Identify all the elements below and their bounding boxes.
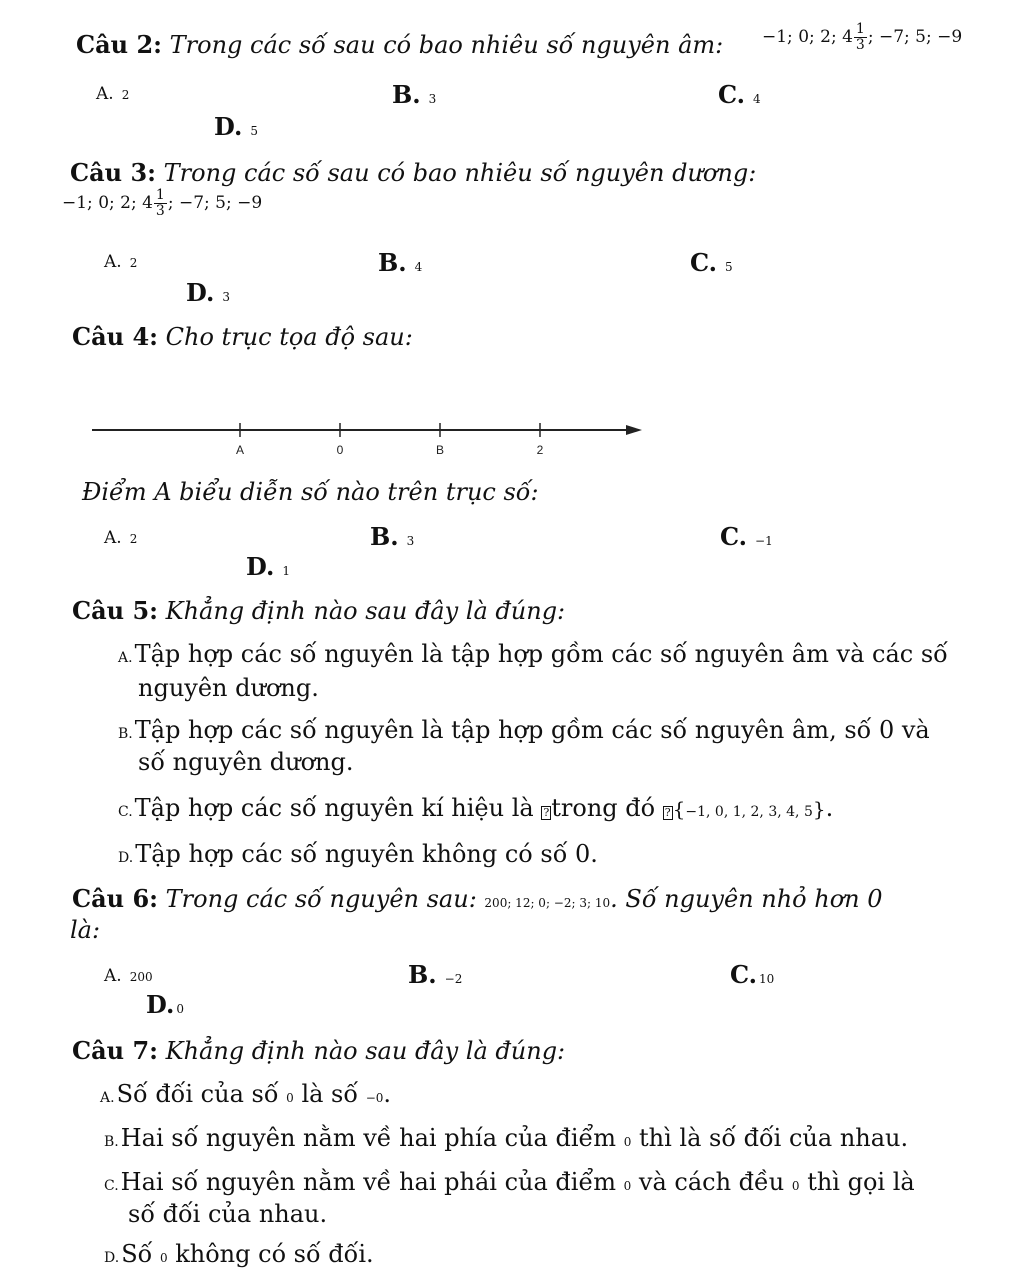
q7-title bbox=[72, 1036, 565, 1065]
option-letter: C. bbox=[118, 804, 133, 820]
q4-title bbox=[72, 322, 413, 351]
option-letter: C. bbox=[718, 80, 746, 109]
q7-c-text1: Hai số nguyên nằm về hai phái của điểm bbox=[120, 1168, 616, 1196]
option-letter: D. bbox=[146, 990, 175, 1019]
q3-option-a[interactable] bbox=[104, 252, 137, 272]
q7-a-num1: 0 bbox=[286, 1091, 294, 1105]
q6-label: Câu 6: bbox=[72, 884, 159, 913]
q7-c-num2: 0 bbox=[791, 1179, 800, 1193]
q6-text2: . Số nguyên nhỏ hơn 0 bbox=[610, 885, 883, 913]
q2-option-a[interactable] bbox=[96, 84, 129, 104]
missing-symbol-icon: ? bbox=[543, 806, 550, 819]
axis-arrow-icon bbox=[626, 425, 642, 435]
option-letter: A. bbox=[104, 966, 122, 986]
q7-option-b[interactable] bbox=[104, 1124, 908, 1152]
missing-symbol-icon: ? bbox=[664, 806, 671, 819]
option-value: 2 bbox=[129, 532, 138, 546]
q7-label: Câu 7: bbox=[72, 1036, 159, 1065]
q5-c-end: . bbox=[825, 794, 834, 822]
option-letter: B. bbox=[370, 522, 399, 551]
option-letter: B. bbox=[118, 726, 133, 742]
q7-option-c-cont bbox=[128, 1200, 327, 1228]
option-letter: C. bbox=[720, 522, 748, 551]
q7-a-num2: −0 bbox=[365, 1091, 384, 1105]
option-letter: C. bbox=[730, 960, 758, 989]
q6-text3: là: bbox=[70, 916, 101, 944]
q2-sequence bbox=[762, 22, 962, 53]
q4-label: Câu 4: bbox=[72, 322, 159, 351]
option-value: 3 bbox=[406, 534, 415, 548]
q3-option-c[interactable] bbox=[690, 248, 733, 277]
q4-option-a[interactable] bbox=[104, 528, 137, 548]
q6-option-b[interactable] bbox=[408, 960, 462, 989]
q7-a-text1: Số đối của số bbox=[116, 1080, 279, 1108]
q5-text: Khẳng định nào sau đây là đúng: bbox=[165, 597, 566, 625]
q6-text1: Trong các số nguyên sau: bbox=[165, 885, 477, 913]
option-letter: D. bbox=[214, 112, 243, 141]
q7-b-text2: thì là số đối của nhau. bbox=[638, 1124, 909, 1152]
q7-text: Khẳng định nào sau đây là đúng: bbox=[165, 1037, 566, 1065]
option-value: −1 bbox=[755, 534, 773, 548]
option-letter: B. bbox=[378, 248, 407, 277]
q7-option-c[interactable] bbox=[104, 1168, 915, 1196]
option-value: 2 bbox=[129, 256, 138, 270]
q5-a-line2: nguyên dương. bbox=[138, 674, 319, 702]
brace-close: } bbox=[812, 797, 826, 821]
q7-b-text1: Hai số nguyên nằm về hai phía của điểm bbox=[120, 1124, 617, 1152]
q5-option-b-cont bbox=[138, 748, 353, 776]
option-value: 4 bbox=[753, 92, 761, 106]
option-letter: B. bbox=[392, 80, 421, 109]
q2-frac-num: 1 bbox=[855, 21, 865, 37]
q3-fraction bbox=[154, 188, 167, 219]
q4-option-d[interactable] bbox=[246, 552, 290, 581]
q4-option-c[interactable] bbox=[720, 522, 773, 551]
q5-option-b[interactable] bbox=[118, 716, 930, 744]
number-line bbox=[86, 412, 646, 462]
q7-c-text2: và cách đều bbox=[638, 1168, 785, 1196]
q6-option-a[interactable] bbox=[104, 966, 153, 986]
option-value: 1 bbox=[282, 564, 290, 578]
q2-seq-pre: −1; 0; 2; 4 bbox=[762, 27, 853, 47]
q3-label: Câu 3: bbox=[70, 158, 157, 187]
option-value: 5 bbox=[725, 260, 733, 274]
q7-d-num: 0 bbox=[159, 1251, 168, 1265]
option-value: 3 bbox=[428, 92, 437, 106]
q5-option-a-cont bbox=[138, 674, 319, 702]
q3-option-d[interactable] bbox=[186, 278, 230, 307]
q7-c-text4: số đối của nhau. bbox=[128, 1200, 328, 1228]
q2-option-c[interactable] bbox=[718, 80, 761, 109]
q5-b-line2: số nguyên dương. bbox=[138, 748, 354, 776]
q5-c-set: −1, 0, 1, 2, 3, 4, 5 bbox=[685, 804, 813, 820]
option-value: 5 bbox=[250, 124, 258, 138]
option-value: 3 bbox=[222, 290, 230, 304]
axis-label-2: 2 bbox=[536, 443, 544, 457]
q5-label: Câu 5: bbox=[72, 596, 159, 625]
option-value: 0 bbox=[176, 1002, 184, 1016]
option-letter: D. bbox=[104, 1250, 120, 1266]
q4-option-b[interactable] bbox=[370, 522, 414, 551]
q5-b-line1: Tập hợp các số nguyên là tập hợp gồm các số nguyên âm, số 0 và bbox=[134, 716, 930, 744]
option-letter: A. bbox=[104, 528, 122, 548]
q2-fraction bbox=[854, 22, 867, 53]
option-value: 4 bbox=[414, 260, 423, 274]
q7-a-end: . bbox=[383, 1080, 392, 1108]
q5-c-text2: trong đó bbox=[551, 794, 656, 822]
option-letter: D. bbox=[186, 278, 215, 307]
option-value: −2 bbox=[444, 972, 463, 986]
q4-sub-text: Điểm A biểu diễn số nào trên trục số: bbox=[82, 478, 539, 506]
q2-title bbox=[76, 30, 723, 59]
axis-label-b: B bbox=[435, 443, 445, 457]
option-value: 2 bbox=[121, 88, 130, 102]
option-letter: C. bbox=[104, 1178, 119, 1194]
q3-seq-post: ; −7; 5; −9 bbox=[167, 193, 263, 213]
option-value: 200 bbox=[129, 970, 153, 984]
option-letter: D. bbox=[246, 552, 275, 581]
axis-label-0: 0 bbox=[336, 443, 344, 457]
option-letter: A. bbox=[104, 252, 122, 272]
q3-frac-den: 3 bbox=[155, 203, 165, 219]
option-letter: B. bbox=[408, 960, 437, 989]
q7-c-num1: 0 bbox=[623, 1179, 632, 1193]
option-letter: A. bbox=[100, 1090, 115, 1106]
option-value: 10 bbox=[759, 972, 775, 986]
q3-title bbox=[70, 158, 756, 187]
q7-d-text1: Số bbox=[121, 1240, 153, 1268]
q6-title-cont bbox=[70, 916, 100, 944]
option-letter: C. bbox=[690, 248, 718, 277]
q5-option-c[interactable] bbox=[118, 794, 833, 822]
q7-option-a[interactable] bbox=[100, 1080, 391, 1108]
q7-a-text2: là số bbox=[301, 1080, 359, 1108]
q7-b-num: 0 bbox=[623, 1135, 632, 1149]
brace-open: { bbox=[672, 797, 686, 821]
q6-option-d[interactable] bbox=[146, 990, 184, 1019]
q6-sequence: 200; 12; 0; −2; 3; 10 bbox=[484, 896, 611, 910]
q4-text: Cho trục tọa độ sau: bbox=[165, 323, 413, 351]
q5-option-d[interactable] bbox=[118, 840, 598, 868]
option-letter: D. bbox=[118, 850, 134, 866]
q7-option-d[interactable] bbox=[104, 1240, 374, 1268]
q2-option-d[interactable] bbox=[214, 112, 258, 141]
q3-sequence bbox=[62, 188, 262, 219]
q5-title bbox=[72, 596, 565, 625]
q3-seq-pre: −1; 0; 2; 4 bbox=[62, 193, 153, 213]
q7-d-text2: không có số đối. bbox=[175, 1240, 374, 1268]
q2-option-b[interactable] bbox=[392, 80, 436, 109]
option-letter: B. bbox=[104, 1134, 119, 1150]
q5-d-line1: Tập hợp các số nguyên không có số 0. bbox=[135, 840, 598, 868]
q3-option-b[interactable] bbox=[378, 248, 422, 277]
q3-frac-num: 1 bbox=[155, 187, 165, 203]
option-letter: A. bbox=[118, 650, 133, 666]
axis-label-a: A bbox=[235, 443, 245, 457]
q5-a-line1: Tập hợp các số nguyên là tập hợp gồm các số nguyên âm và các số bbox=[134, 640, 948, 668]
q3-text: Trong các số sau có bao nhiêu số nguyên dương: bbox=[163, 159, 757, 187]
q6-title bbox=[72, 884, 883, 913]
option-letter: A. bbox=[96, 84, 114, 104]
q2-seq-post: ; −7; 5; −9 bbox=[867, 27, 963, 47]
q5-c-text1: Tập hợp các số nguyên kí hiệu là bbox=[134, 794, 534, 822]
q5-option-a[interactable] bbox=[118, 640, 948, 668]
q4-subquestion bbox=[82, 478, 539, 506]
q2-frac-den: 3 bbox=[855, 37, 865, 53]
q6-option-c[interactable] bbox=[730, 960, 774, 989]
q2-label: Câu 2: bbox=[76, 30, 163, 59]
q7-c-text3: thì gọi là bbox=[807, 1168, 915, 1196]
q2-text: Trong các số sau có bao nhiêu số nguyên âm: bbox=[169, 31, 724, 59]
